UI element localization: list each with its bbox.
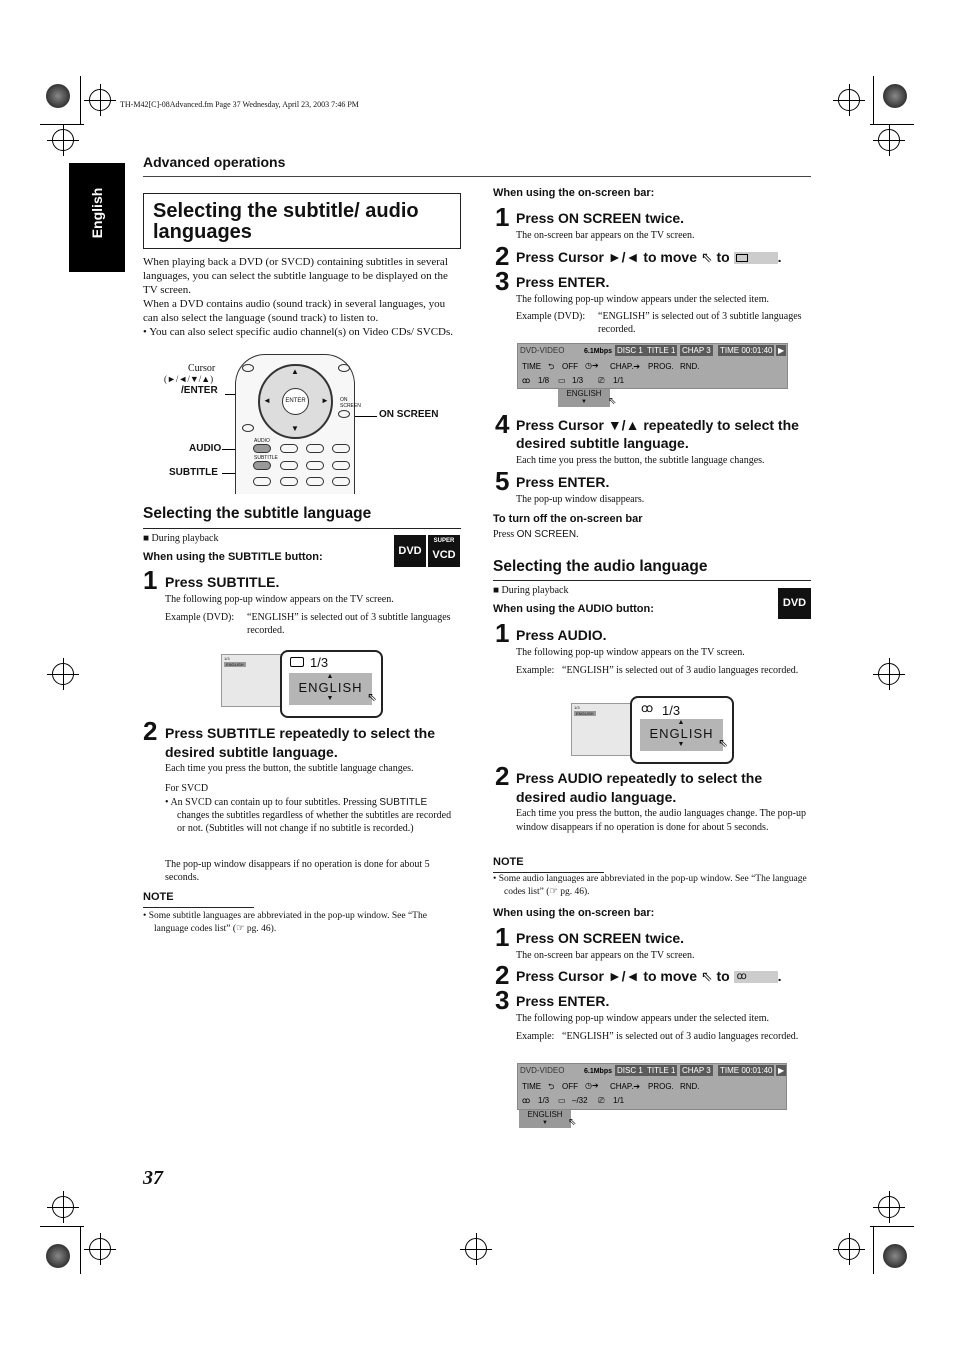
subtitle-button-heading: When using the SUBTITLE button: (143, 551, 323, 563)
audio-button-label: AUDIO (254, 438, 270, 444)
osd-angle: 1/1 (613, 376, 625, 385)
note-title: NOTE (493, 856, 524, 868)
pointer-icon: ⇖ (718, 736, 729, 750)
cursor-label: Cursor (188, 363, 216, 374)
popup-disappears: The pop-up window disappears if no operation is done for about 5 seconds. (165, 859, 430, 883)
note-title: NOTE (143, 891, 174, 903)
osd-popup: ENGLISH ▼ (519, 1110, 571, 1128)
example-label: Example: (516, 665, 555, 676)
angle-icon: ⎚ (598, 376, 605, 385)
repeat-icon: ⮌ (548, 362, 555, 371)
step-number: 4 (495, 409, 510, 439)
step-title: Press Cursor ►/◄ to move ⇖ to ꝏ . (516, 968, 782, 984)
step-number: 1 (495, 618, 510, 648)
step-desc: The following pop-up window appears on the TV screen. (165, 594, 394, 605)
osd-chapter: CHAP 3 (682, 1066, 711, 1075)
onscreen-heading: When using the on-screen bar: (493, 187, 655, 199)
tv-screen-thumbnail (221, 654, 283, 707)
enter-label: /ENTER (181, 385, 218, 396)
osd-title: TITLE 1 (647, 1066, 676, 1075)
mini-lang: ENGLISH (576, 711, 594, 716)
language-side-tab (69, 163, 125, 272)
dvd-badge: DVD (778, 588, 811, 619)
cursor-pad: ▲ ▼ ◄ ► ENTER (258, 364, 333, 439)
audio-popup: ꝏ 1/3 ▲ ENGLISH ▼ ⇖ (630, 696, 734, 764)
step-number: 1 (143, 565, 158, 595)
step-title: Press Cursor ►/◄ to move ⇖ to . (516, 249, 782, 265)
example-text: “ENGLISH” is selected out of 3 audio languages recorded. (562, 665, 799, 676)
example-label: Example: (516, 1031, 555, 1042)
osd-mode: DVD-VIDEO (520, 346, 565, 355)
popup-count: 1/3 (310, 655, 329, 670)
intro-paragraph: When playing back a DVD (or SVCD) containing subtitles in several languages, you can select the subtitle language to be displayed on the TV screen. (143, 256, 448, 296)
svcd-heading: For SVCD (165, 783, 209, 794)
subtitle-popup: 1/3 ▲ ENGLISH ▼ ⇖ (280, 650, 383, 718)
step-desc: Each time you press the button, the subtitle language changes. (516, 455, 765, 466)
during-playback: ■ During playback (493, 585, 569, 596)
tv-screen-thumbnail (571, 703, 633, 756)
step-title: Press ON SCREEN twice. (516, 930, 685, 946)
intro-bullet: • You can also select specific audio channel(s) on Video CDs/ SVCDs. (143, 326, 454, 338)
play-icon: ▶ (778, 1066, 785, 1075)
step-desc: Each time you press the button, the subtitle language changes. (165, 763, 414, 774)
subtitle-icon (290, 657, 304, 667)
step-number: 3 (495, 985, 510, 1015)
audio-icon: ꝏ (734, 971, 778, 983)
popup-language: ENGLISH (649, 726, 714, 741)
example-text: “ENGLISH” is selected out of 3 audio languages recorded. (562, 1031, 799, 1042)
popup-count: 1/3 (662, 703, 681, 718)
subtitle-label: SUBTITLE (169, 467, 218, 478)
pointer-icon: ⇖ (700, 968, 713, 984)
enter-button: ENTER (282, 388, 309, 415)
subtitle-icon (734, 252, 778, 264)
step-number: 1 (495, 922, 510, 952)
on-screen-label: ON SCREEN (379, 409, 439, 420)
file-header: TH-M42[C]-08Advanced.fm Page 37 Wednesday, April 23, 2003 7:46 PM (120, 100, 359, 109)
dvd-badge: DVD (394, 535, 426, 567)
mini-lang: ENGLISH (226, 662, 244, 667)
osd-audio: 1/8 (538, 376, 550, 385)
osd-subtitle: 1/3 (572, 376, 584, 385)
during-playback: ■ During playback (143, 533, 219, 544)
repeat-icon: ⮌ (548, 1082, 555, 1091)
remote-illustration (160, 354, 460, 494)
step-number: 2 (495, 761, 510, 791)
osd-rate: 6.1Mbps (584, 1068, 613, 1075)
subtitle-button-label: SUBTITLE (254, 455, 278, 461)
osd-prog: PROG. (648, 1082, 674, 1091)
onscreen-heading: When using the on-screen bar: (493, 907, 655, 919)
audio-label: AUDIO (189, 443, 222, 454)
osd-disc: DISC 1 (617, 1066, 643, 1075)
on-screen-button-label: ON SCREEN (340, 397, 361, 409)
osd-audio: 1/3 (538, 1096, 550, 1105)
audio-section-heading: Selecting the audio language (493, 558, 708, 575)
timer-icon: ◷➔ (585, 361, 599, 370)
step-title: Press ENTER. (516, 993, 610, 1009)
step-number: 3 (495, 266, 510, 296)
mini-count: 1/3 (224, 656, 230, 661)
pointer-icon: ⇖ (568, 1117, 577, 1128)
subtitle-section-heading: Selecting the subtitle language (143, 505, 372, 522)
step-title: Press SUBTITLE. (165, 574, 280, 590)
step-title: Press Cursor ▼/▲ repeatedly to select the desired subtitle language. (516, 417, 799, 451)
step-desc: The pop-up window disappears. (516, 494, 645, 505)
step-title: Press SUBTITLE repeatedly to select the desired subtitle language. (165, 725, 435, 760)
step-number: 2 (495, 241, 510, 271)
step-title: Press ENTER. (516, 274, 610, 290)
timer-icon: ◷➔ (585, 1081, 599, 1090)
osd-subtitle: –/32 (572, 1096, 588, 1105)
osd-popup: ENGLISH ▼ (558, 389, 610, 407)
svcd-bullet: • An SVCD can contain up to four subtitles. Pressing SUBTITLE changes the subtitles regardless of whether the subtitles are recorded or not. (Subtitles will not change if no subtitle is recorded.) (165, 797, 452, 834)
audio-icon: ꝏ (522, 376, 531, 385)
osd-repeat: OFF (562, 362, 578, 371)
pointer-icon: ⇖ (367, 690, 378, 704)
step-desc: The following pop-up window appears under the selected item. (516, 294, 769, 305)
svcd-badge (428, 535, 460, 567)
step-desc: The on-screen bar appears on the TV screen. (516, 950, 695, 961)
page-title-box (143, 193, 461, 249)
audio-button (253, 444, 271, 453)
angle-icon: ⎚ (598, 1096, 605, 1105)
page-title: Selecting the subtitle/ audio languages (153, 200, 419, 243)
vcd-label: VCD (432, 549, 456, 561)
mini-count: 1/3 (574, 705, 580, 710)
osd-rnd: RND. (680, 362, 700, 371)
osd-angle: 1/1 (613, 1096, 625, 1105)
intro-paragraph: When a DVD contains audio (sound track) in several languages, you can also select the language (sound track) to listen to. (143, 298, 446, 324)
example-text: “ENGLISH” is selected out of 3 subtitle languages recorded. (598, 311, 802, 335)
step-number: 2 (143, 716, 158, 746)
audio-icon: ꝏ (641, 701, 654, 715)
osd-popup-language: ENGLISH (566, 389, 602, 398)
osd-prog: PROG. (648, 362, 674, 371)
subtitle-icon: ▭ (558, 376, 566, 385)
osd-rnd: RND. (680, 1082, 700, 1091)
audio-icon: ꝏ (522, 1096, 531, 1105)
step-number: 5 (495, 466, 510, 496)
cursor-arrows-label: (►/◄/▼/▲) (164, 374, 214, 384)
osd-time: TIME 00:01:40 (720, 1066, 773, 1075)
super-label: SUPER (433, 538, 455, 544)
section-header: Advanced operations (143, 154, 286, 170)
step-desc: The following pop-up window appears under the selected item. (516, 1013, 769, 1024)
osd-time-button: TIME (522, 1082, 542, 1091)
osd-chap-button: CHAP.➔ (610, 362, 641, 371)
intro-text (143, 255, 461, 339)
popup-language: ENGLISH (298, 680, 363, 695)
step-desc: The following pop-up window appears on the TV screen. (516, 647, 745, 658)
osd-popup-language: ENGLISH (527, 1110, 563, 1119)
step-title: Press AUDIO repeatedly to select the desired audio language. (516, 770, 763, 805)
osd-chap-button: CHAP.➔ (610, 1082, 641, 1091)
osd-bar (517, 343, 788, 389)
osd-time: TIME 00:01:40 (720, 346, 773, 355)
step-number: 1 (495, 202, 510, 232)
osd-title: TITLE 1 (647, 346, 676, 355)
subtitle-button (253, 461, 271, 470)
step-number: 2 (495, 960, 510, 990)
example-label: Example (DVD): (516, 311, 586, 322)
osd-mode: DVD-VIDEO (520, 1066, 565, 1075)
turn-off-heading: To turn off the on-screen bar (493, 513, 643, 525)
subtitle-icon: ▭ (558, 1096, 566, 1105)
step-desc: Each time you press the button, the audio languages change. The pop-up window disappears if no operation is done for about 5 seconds. (516, 808, 807, 833)
osd-rate: 6.1Mbps (584, 348, 613, 355)
step-title: Press AUDIO. (516, 627, 607, 643)
audio-button-heading: When using the AUDIO button: (493, 603, 654, 615)
osd-time-button: TIME (522, 362, 542, 371)
pointer-icon: ⇖ (608, 396, 617, 407)
step-title: Press ON SCREEN twice. (516, 210, 685, 226)
step-title: Press ENTER. (516, 474, 610, 490)
pointer-icon: ⇖ (700, 249, 713, 265)
example-text: “ENGLISH” is selected out of 3 subtitle languages recorded. (247, 612, 451, 636)
note-text: • Some subtitle languages are abbreviated in the pop-up window. See “The language codes list” (☞ pg. 46). (143, 911, 427, 934)
note-text: • Some audio languages are abbreviated in the pop-up window. See “The language codes list” (☞ pg. 46). (493, 874, 807, 897)
play-icon: ▶ (778, 346, 785, 355)
example-label: Example (DVD): (165, 612, 235, 623)
turn-off-text: Press ON SCREEN. (493, 529, 579, 540)
step-desc: The on-screen bar appears on the TV screen. (516, 230, 695, 241)
osd-repeat: OFF (562, 1082, 578, 1091)
page-number: 37 (143, 1167, 163, 1189)
osd-bar (517, 1063, 787, 1110)
side-tab-label: English (89, 187, 105, 239)
osd-disc: DISC 1 (617, 346, 643, 355)
osd-chapter: CHAP 3 (682, 346, 711, 355)
